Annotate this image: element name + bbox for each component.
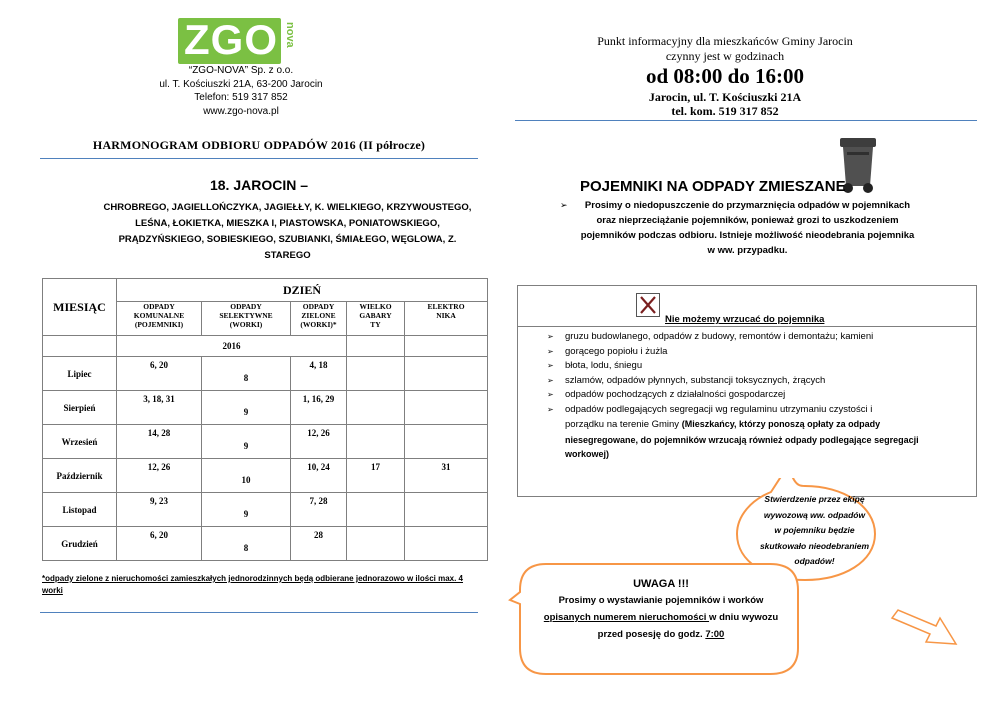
divider (40, 158, 478, 159)
bins-note-line: Prosimy o niedopuszczenie do przymarznięcia odpadów w pojemnikach (584, 200, 911, 211)
bins-note-line: w ww. przypadku. (707, 245, 788, 256)
page-title: HARMONOGRAM ODBIORU ODPADÓW 2016 (II półrocze) (92, 138, 426, 152)
arrow-bullet-icon: ➢ (547, 390, 554, 399)
cell-elektro (405, 357, 488, 391)
list-item: ➢ odpadów pochodzących z działalności gospodarczej (547, 388, 947, 403)
streets-line: LEŚNA, ŁOKIETKA, MIESZKA I, PIASTOWSKA, PONIATOWSKIEGO, (135, 218, 440, 229)
bins-note-line: pojemników podczas odbioru. Istnieje możliwość nieodebrania pojemnika (580, 230, 915, 241)
list-item: ➢ błota, lodu, śniegu (547, 359, 947, 374)
logo-sub: nova (284, 22, 296, 48)
info-address (545, 90, 905, 118)
forbidden-title: Nie możemy wrzucać do pojemnika (665, 314, 825, 325)
list-item: ➢ gruzu budowlanego, odpadów z budowy, remontów i demontażu; kamieni (547, 330, 947, 345)
cell-komunalne: 14, 28 (117, 425, 202, 459)
arrow-bullet-icon: ➢ (547, 346, 554, 356)
bins-title: POJEMNIKI NA ODPADY ZMIESZANE (580, 178, 846, 195)
footnote-line: worki (42, 586, 63, 595)
cell-komunalne: 9, 23 (117, 493, 202, 527)
arrow-bullet-icon: ➢ (547, 404, 554, 414)
list-item: ➢ gorącego popiołu i żużla (547, 345, 947, 360)
month-name: Sierpień (43, 391, 117, 425)
table-row (43, 527, 488, 561)
zgo-nova-logo (178, 14, 303, 70)
cell-zielone: 10, 24 (291, 459, 347, 493)
info-line: czynny jest w godzinach (665, 49, 785, 63)
footnote (42, 573, 482, 597)
header-selektywne: ODPADY SELEKTYWNE (WORKI) (202, 302, 291, 336)
arrow-bullet-icon: ➢ (547, 332, 554, 341)
cell-komunalne: 3, 18, 31 (117, 391, 202, 425)
company-name: “ZGO-NOVA” Sp. z o.o. (188, 65, 294, 76)
schedule-table (42, 278, 488, 561)
table-row (43, 357, 488, 391)
arrow-bullet-icon: ➢ (560, 200, 568, 210)
street-list (95, 200, 480, 264)
table-row (43, 459, 488, 493)
list-item: ➢ szlamów, odpadów płynnych, substancji toksycznych, żrących (547, 374, 947, 389)
cell-selektywne: 9 (202, 391, 291, 425)
cell-wielko (347, 493, 405, 527)
streets-line: PRĄDZYŃSKIEGO, SOBIESKIEGO, SZUBIANKI, ŚMIAŁEGO, WĘGLOWA, Z. (118, 234, 457, 245)
month-name: Lipiec (43, 357, 117, 391)
list-item: ➢ odpadów podlegających segregacji wg regulaminu utrzymaniu czystości i porządku na terenie Gminy (Mieszkańcy, którzy ponoszą opłaty za odpady niesegregowane, do pojemników wrzucają również odpady podlegające segregacji workowej) (547, 403, 919, 459)
cell-elektro (405, 493, 488, 527)
forbidden-list (547, 330, 947, 462)
month-name: Wrzesień (43, 425, 117, 459)
cross-icon (636, 293, 660, 317)
streets-line: CHROBREGO, JAGIELLOŃCZYKA, JAGIEŁŁY, K. WIELKIEGO, KRZYWOUSTEGO, (103, 202, 472, 213)
table-row (43, 391, 488, 425)
cell-zielone: 1, 16, 29 (291, 391, 347, 425)
cell-wielko (347, 357, 405, 391)
header-month: MIESIĄC (43, 279, 117, 336)
cell-wielko (347, 391, 405, 425)
area-title: 18. JAROCIN – (209, 177, 309, 193)
cell-elektro (405, 425, 488, 459)
header-day: DZIEŃ (117, 279, 488, 302)
cell-selektywne: 10 (202, 459, 291, 493)
company-web: www.zgo-nova.pl (203, 105, 279, 117)
logo-brand: ZGO (184, 16, 278, 63)
company-info (130, 64, 352, 118)
table-row (43, 425, 488, 459)
forbidden-separator (517, 326, 977, 327)
cell-zielone: 7, 28 (291, 493, 347, 527)
header-zielone: ODPADY ZIELONE (WORKI)* (291, 302, 347, 336)
cell-zielone: 28 (291, 527, 347, 561)
uwaga-text: Prosimy o wystawianie pojemników i worków opisanych numerem nieruchomości w dniu wywozu przed posesję do godz. 7:00 (543, 595, 779, 640)
cell-wielko (347, 527, 405, 561)
month-name: Grudzień (43, 527, 117, 561)
cell-zielone: 12, 26 (291, 425, 347, 459)
divider (515, 120, 977, 121)
info-address-line: Jarocin, ul. T. Kościuszki 21A (648, 90, 802, 104)
year-label: 2016 (117, 336, 347, 357)
cell-elektro: 31 (405, 459, 488, 493)
month-name: Listopad (43, 493, 117, 527)
header-elektronika: ELEKTRO NIKA (405, 302, 488, 336)
divider (40, 612, 478, 613)
cell-zielone: 4, 18 (291, 357, 347, 391)
company-address: ul. T. Kościuszki 21A, 63-200 Jarocin (159, 78, 323, 90)
bins-note (560, 198, 935, 258)
bins-note-line: oraz nieprzeciążanie pojemników, ponieważ grozi to uszkodzeniem (596, 215, 899, 226)
footnote-line: *odpady zielone z nieruchomości zamieszkałych jednorodzinnych będą odbierane jednorazowo w ilości max. 4 (42, 574, 463, 583)
cell-selektywne: 8 (202, 357, 291, 391)
cell-elektro (405, 391, 488, 425)
cell-wielko (347, 425, 405, 459)
opening-hours: od 08:00 do 16:00 (645, 64, 805, 88)
cell-selektywne: 9 (202, 493, 291, 527)
arrow-right-icon (888, 600, 960, 652)
info-line: Punkt informacyjny dla mieszkańców Gminy Jarocin (597, 34, 853, 48)
year-spacer (43, 336, 117, 357)
table-row (43, 493, 488, 527)
cell-komunalne: 6, 20 (117, 357, 202, 391)
company-phone: Telefon: 519 317 852 (194, 92, 288, 103)
cell-selektywne: 9 (202, 425, 291, 459)
cell-komunalne: 6, 20 (117, 527, 202, 561)
cell-elektro (405, 527, 488, 561)
month-name: Październik (43, 459, 117, 493)
uwaga-title: UWAGA !!! (633, 578, 689, 590)
arrow-bullet-icon: ➢ (547, 361, 554, 370)
warning-bubble-text: Stwierdzenie przez ekipę wywozową ww. odpadów w pojemniku będzie skutkowało nieodebraniem odpadów! (759, 494, 870, 566)
streets-line: STAREGO (264, 250, 311, 261)
cell-selektywne: 8 (202, 527, 291, 561)
header-komunalne: ODPADY KOMUNALNE (POJEMNIKI) (117, 302, 202, 336)
cell-wielko: 17 (347, 459, 405, 493)
arrow-bullet-icon: ➢ (547, 375, 554, 385)
header-wielkogabaryty: WIELKO GABARY TY (347, 302, 405, 336)
info-phone: tel. kom. 519 317 852 (671, 104, 779, 118)
cell-komunalne: 12, 26 (117, 459, 202, 493)
info-point (545, 34, 905, 64)
